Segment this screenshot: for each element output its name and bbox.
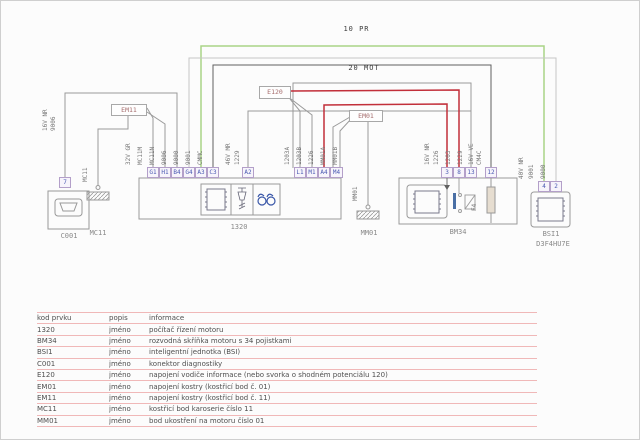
cell-info: rozvodná skříňka motoru s 34 pojistkami	[149, 336, 292, 345]
pin-1320-a2: A2	[242, 167, 254, 178]
harness-label-20mot: 20 MOT	[348, 64, 380, 72]
cell-code: MM01	[37, 416, 58, 425]
wire-label-1226-bm34: 1226	[433, 150, 440, 165]
cell-popis: jméno	[109, 325, 131, 334]
cell-popis: jméno	[109, 348, 131, 357]
pin-bm34-13: 13	[465, 167, 477, 178]
table-row	[37, 381, 537, 392]
wire-label-cmmc: CMMC	[197, 150, 204, 165]
mm01-ground-icon	[357, 205, 379, 219]
table-row	[37, 404, 537, 415]
cell-popis: jméno	[109, 393, 131, 402]
cell-popis: jméno	[109, 405, 131, 414]
wire-label-9001-bsi1: 9001	[528, 164, 535, 179]
pin-1320-g4: G4	[183, 167, 195, 178]
header-informace: informace	[149, 314, 185, 323]
splice-em11: EM11	[111, 104, 147, 116]
cell-info: napojení vodiče informace (nebo svorka o shodném potenciálu 120)	[149, 371, 388, 380]
cell-popis: jméno	[109, 371, 131, 380]
pin-1320-h1: H1	[159, 167, 171, 178]
wire-label-mm01: MM01	[352, 186, 359, 201]
cell-code: MC11	[37, 405, 57, 414]
wire-label-mc11m: MC11M	[137, 146, 144, 165]
cell-code: E120	[37, 371, 55, 380]
wire-label-9000-bsi1: 9000	[540, 164, 547, 179]
table-row	[37, 324, 537, 335]
header-popis: popis	[109, 314, 128, 323]
table-row	[37, 393, 537, 404]
c001-connector-icon	[48, 191, 89, 229]
pin-1320-c3: C3	[207, 167, 219, 178]
table-row	[37, 370, 537, 381]
wire-label-9006-c001: 9006	[50, 116, 57, 131]
wire-label-mm01a: MM01A	[320, 146, 327, 165]
cell-info: kostřicí bod karoserie číslo 11	[149, 405, 254, 414]
wire-label-9000: 9000	[173, 150, 180, 165]
wire-label-mm01b: MM01B	[332, 146, 339, 165]
table-row	[37, 336, 537, 347]
label-bsi1-ref: D3F4HU7E	[536, 240, 570, 248]
wire-label-mc11: MC11	[82, 167, 89, 182]
harness-label-10pr: 10 PR	[343, 25, 370, 33]
u1320-mid-conn-type: 46V MR	[225, 143, 232, 165]
cell-info: počítač řízení motoru	[149, 325, 224, 334]
cell-code: C001	[37, 359, 56, 368]
cell-info: napojení kostry (kostřicí bod č. 01)	[149, 382, 271, 391]
u1320-left-conn-type: 32V GR	[125, 143, 132, 165]
cell-popis: jméno	[109, 336, 131, 345]
cell-code: EM11	[37, 393, 57, 402]
pin-bsi1-2: 2	[550, 181, 562, 192]
bm34-conn2-type: 16V VE	[468, 143, 475, 165]
header-code: kod prvku	[37, 314, 72, 323]
cell-popis: jméno	[109, 416, 131, 425]
pin-1320-a4: A4	[318, 167, 330, 178]
splice-e120: E120	[259, 86, 291, 99]
pin-1320-b4: B4	[171, 167, 183, 178]
bm34-box	[399, 178, 517, 224]
table-row	[37, 359, 537, 370]
wire-label-cm4c: CM4C	[476, 150, 483, 165]
pin-1320-l1: L1	[294, 167, 306, 178]
pin-1320-m1: M1	[306, 167, 318, 178]
mc11-ground-icon	[87, 186, 109, 201]
pin-bm34-8: 8	[453, 167, 465, 178]
component-table	[37, 312, 537, 427]
table-row	[37, 416, 537, 427]
label-c001: C001	[60, 232, 78, 240]
injector-icon	[238, 188, 246, 209]
wire-label-1203a: 1203A	[284, 146, 291, 165]
cell-code: 1320	[37, 325, 55, 334]
splice-em01: EM01	[349, 110, 383, 122]
table-header-row	[37, 313, 537, 324]
wire-label-1226: 1226	[308, 150, 315, 165]
bsi1-conn-type: 40V NR	[518, 157, 525, 179]
cell-code: BSI1	[37, 348, 53, 357]
pin-1320-m4: M4	[330, 167, 343, 178]
coil-icon	[258, 194, 275, 205]
c001-connector-type: 16V NR	[42, 109, 49, 131]
pin-1320-g1: G1	[147, 167, 159, 178]
pin-bm34-3: 3	[441, 167, 453, 178]
pin-bm34-12: 12	[485, 167, 497, 178]
bm34-fuse-f4-icon	[487, 178, 495, 223]
wire-label-1229-bm34: 1229	[457, 150, 464, 165]
pin-bsi1-4: 4	[538, 181, 550, 192]
label-1320: 1320	[230, 223, 248, 231]
wire-label-mc11n: MC11N	[149, 146, 156, 165]
cell-info: inteligentní jednotka (BSI)	[149, 348, 241, 357]
label-mc11: MC11	[89, 229, 107, 237]
wire-label-9001: 9001	[185, 150, 192, 165]
pin-1320-a3: A3	[195, 167, 207, 178]
wire-label-9006: 9006	[161, 150, 168, 165]
table-row	[37, 347, 537, 358]
cell-popis: jméno	[109, 382, 131, 391]
cell-code: BM34	[37, 336, 57, 345]
cell-code: EM01	[37, 382, 57, 391]
wire-label-1203b: 1203B	[296, 146, 303, 165]
cell-info: napojení kostry (kostřicí bod č. 11)	[149, 393, 271, 402]
cell-info: konektor diagnostiky	[149, 359, 223, 368]
label-bm34: BM34	[449, 228, 467, 236]
bsi1-box	[531, 192, 570, 227]
cell-popis: jméno	[109, 359, 131, 368]
pin-c001-7: 7	[59, 177, 71, 188]
label-mm01: MM01	[360, 229, 378, 237]
wire-label-1203-bm34: 1203	[445, 150, 452, 165]
label-fuse-f4: F4	[471, 203, 478, 211]
cell-info: bod ukostření na motoru číslo 01	[149, 416, 265, 425]
label-bsi1: BSI1	[542, 230, 560, 238]
bm34-conn-type: 16V NR	[424, 143, 431, 165]
wire-label-1229: 1229	[234, 150, 241, 165]
